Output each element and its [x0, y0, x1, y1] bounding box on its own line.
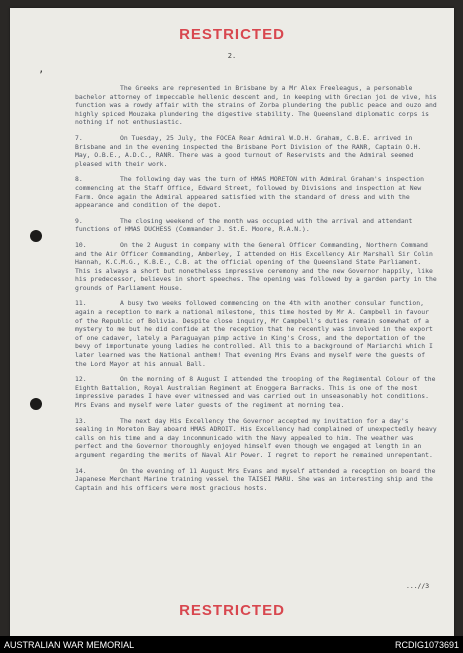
document-page	[10, 8, 454, 636]
paragraph: 9. The closing weekend of the month was occupied with the arrival and attendant functions of HMAS DUCHESS (Commander J. St.E. Moore, R.A.N.).	[75, 216, 413, 234]
paragraph: 7. On Tuesday, 25 July, the FOCEA Rear Admiral W.D.H. Graham, C.B.E. arrived in Brisbane and in the evening inspected the Brisbane Port Division of the RANR, Captain O.H. May, O.B.E., A.D.C., RANR. There was a good turnout of Reservists and the Admiral seemed pleased with their work.	[75, 133, 422, 168]
paragraph: The Greeks are represented in Brisbane by a Mr Alex Freeleagus, a personable bachelor attorney of impeccable hellenic descent and, in keeping with Grecian joi de vive, his function was a rowdy affair with the strains of Zorba plundering the public peace and ouzo and highly spiced Mouzaka plundering the digestive stability. The Queensland diplomatic corps is nothing if not enthusiastic.	[75, 84, 437, 127]
archive-name: AUSTRALIAN WAR MEMORIAL	[4, 640, 135, 650]
paragraph: 11. A busy two weeks followed commencing on the 4th with another consular function, again a reception to mark a national milestone, this time hosted by Mr A. Campbell in favour of the Republic of Bolivia. Despite close inquiry, Mr Campbell's duties remain somewhat of a mystery to me but he did confide at the reception that he recently was involved in the export of one cadaver, lately a Paraguayan pimp active in King's Cross, and the deportation of the bevy of importunate young ladies he controlled. All this to a background of Mariarchi which I later learned was the National anthem! That evening Mrs Evans and myself were the guests of the Lord Mayor at his annual Ball.	[75, 299, 433, 368]
punch-hole-icon	[30, 230, 42, 242]
archive-footer	[0, 636, 463, 653]
paragraph: 13. The next day His Excellency the Governor accepted my invitation for a day's sealing in Moreton Bay aboard HMAS ADROIT. His Excellency had complained of unexpectedly heavy calls on his time and a day incommunicado with the Navy appealed to him. The weather was perfect and the Governor thoroughly enjoyed himself even though we engaged at length in an argument regarding the merits of Naval Air Power. I regret to report he remained unrepentant.	[75, 416, 437, 459]
restricted-stamp-top: RESTRICTED	[179, 26, 285, 43]
restricted-stamp-bottom: RESTRICTED	[179, 602, 285, 619]
paragraph: 14. On the evening of 11 August Mrs Evans and myself attended a reception on board the Japanese Merchant Marine training vessel the TAISEI MARU. She was an interesting ship and the Captain and his officers were most gracious hosts.	[75, 466, 436, 492]
paragraph: 10. On the 2 August in company with the General Officer Commanding, Northern Command and the Air Officer Commanding, Amberley, I attended on His Excellency Air Marshall Sir Colin Hannah, K.C.M.G., K.B.E., C.B. at the official opening of the Queensland State Parliament. This is always a short but nonetheless impressive ceremony and the new Governor happily, like his predecessor, believes in short speeches. The opening was followed by a garden party in the grounds of Parliament House.	[75, 240, 437, 292]
paragraph: 12. On the morning of 8 August I attended the trooping of the Regimental Colour of the Eighth Battalion, Royal Australian Regiment at Enoggera Barracks. This is one of the most impressive parades I have ever witnessed and was carried out in unseasonably hot conditions. Mrs Evans and myself were later guests of the regiment at morning tea.	[75, 375, 436, 409]
margin-mark: ’	[38, 70, 45, 81]
document-body	[75, 84, 437, 499]
page-number: 2.	[227, 52, 237, 60]
continuation-marker: ...//3	[406, 582, 430, 590]
record-id: RCDIG1073691	[394, 640, 459, 650]
paragraph: 8. The following day was the turn of HMAS MORETON with Admiral Graham's inspection commencing at the Staff Office, Edward Street, followed by Divisions and inspection at New Farm. Once again the Admiral appeared satisfied with the standard of dress and with the appearance and condition of the depot.	[75, 175, 424, 210]
punch-hole-icon	[30, 398, 42, 410]
